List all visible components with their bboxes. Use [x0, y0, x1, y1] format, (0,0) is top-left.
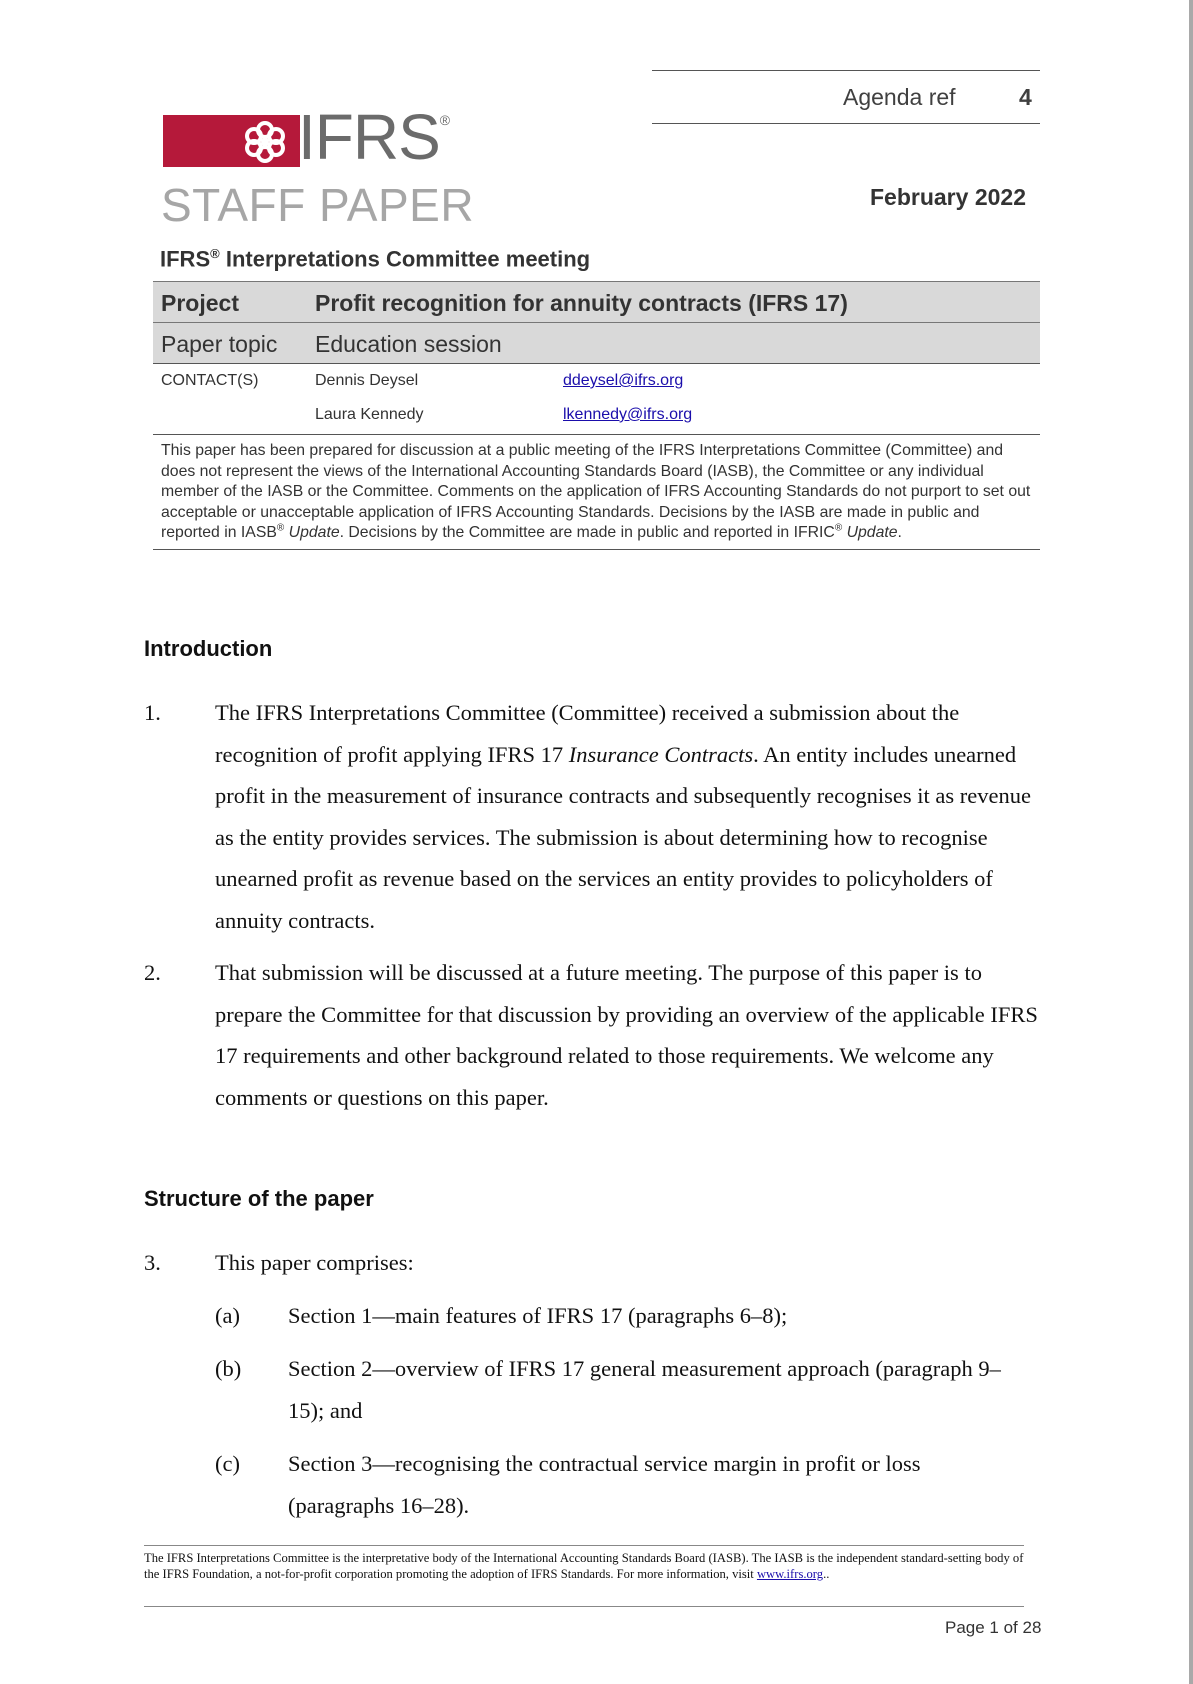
paper-date: February 2022	[870, 184, 1026, 210]
agenda-top-rule	[652, 70, 1040, 71]
paragraph-text: The IFRS Interpretations Committee (Committee) received a submission about the recognition of profit applying IFRS 17 Insurance Contracts. An entity includes unearned profit in the measurement of insurance contracts and subsequently recognises it as revenue as the entity provides services. The submission is about determining how to recognise unearned profit as revenue based on the services an entity provides to policyholders of annuity contracts.	[215, 700, 1031, 933]
list-item-c	[215, 1443, 1015, 1526]
paragraph-2	[144, 952, 1044, 1118]
project-value: Profit recognition for annuity contracts (IFRS 17)	[315, 290, 848, 316]
paragraph-number: 3.	[144, 1250, 161, 1275]
contact-email-link[interactable]: ddeysel@ifrs.org	[563, 372, 684, 389]
disclaimer-text: This paper has been prepared for discussion at a public meeting of the IFRS Interpretations Committee (Committee) and does not represent the views of the International Accounting Standards Board (IASB), the Committee or any individual member of the IASB or the Committee. Comments on the application of IFRS Accounting Standards do not purport to set out acceptable or unacceptable application of IFRS Accounting Standards. Decisions by the IASB are made in public and reported in IASB® Update. Decisions by the Committee are made in public and reported in IFRIC® Update.	[153, 435, 1040, 550]
contacts-label: CONTACT(S)	[161, 372, 259, 389]
paragraph-text: That submission will be discussed at a future meeting. The purpose of this paper is to prepare the Committee for that discussion by providing an overview of the applicable IFRS 17 requirements and other background related to those requirements. We welcome any comments or questions on this paper.	[215, 960, 1038, 1110]
paragraph-1	[144, 692, 1044, 941]
paper-details-table	[153, 281, 1040, 550]
list-item-label: (a)	[215, 1303, 240, 1328]
list-item-text: Section 3—recognising the contractual service margin in profit or loss (paragraphs 16–28).	[288, 1451, 921, 1518]
ifrs-website-link[interactable]: www.ifrs.org	[756, 1567, 824, 1581]
project-label: Project	[161, 290, 239, 316]
introduction-heading: Introduction	[144, 636, 273, 661]
list-item-label: (c)	[215, 1451, 240, 1476]
paragraph-3	[144, 1242, 1044, 1284]
agenda-bottom-rule	[652, 123, 1040, 124]
footer-top-rule	[144, 1545, 1024, 1546]
staff-paper-title: STAFF PAPER	[161, 179, 475, 231]
list-item-text: Section 1—main features of IFRS 17 (paragraphs 6–8);	[288, 1303, 788, 1328]
agenda-ref-number: 4	[1019, 84, 1032, 110]
paper-topic-label: Paper topic	[161, 331, 278, 357]
footer-note: The IFRS Interpretations Committee is the interpretative body of the International Accounting Standards Board (IASB). The IASB is the independent standard-setting body of the IFRS Foundation, a not-for-profit corporation promoting the adoption of IFRS Standards. For more information, visit www.ifrs.org..	[144, 1551, 1024, 1581]
logo-wordmark: IFRS®	[298, 101, 450, 173]
logo-flower-icon	[243, 120, 287, 164]
paragraph-number: 1.	[144, 700, 161, 725]
contact-name: Laura Kennedy	[315, 406, 424, 423]
list-item-a	[215, 1295, 1015, 1337]
page-number: Page 1 of 28	[945, 1618, 1042, 1637]
contacts-row	[153, 363, 1040, 435]
paper-topic-value: Education session	[315, 331, 502, 357]
project-row	[153, 281, 1040, 322]
page-edge-rule	[1189, 0, 1193, 1684]
agenda-ref-label: Agenda ref	[843, 84, 956, 110]
structure-heading: Structure of the paper	[144, 1186, 374, 1211]
paragraph-text: This paper comprises:	[215, 1250, 414, 1275]
list-item-b	[215, 1348, 1015, 1431]
list-item-text: Section 2—overview of IFRS 17 general measurement approach (paragraph 9–15); and	[288, 1356, 1001, 1423]
footer-bottom-rule	[144, 1606, 1024, 1607]
contact-email-link[interactable]: lkennedy@ifrs.org	[563, 406, 693, 423]
paper-topic-row	[153, 322, 1040, 363]
list-item-label: (b)	[215, 1356, 242, 1381]
meeting-title: IFRS® Interpretations Committee meeting	[160, 246, 591, 272]
paragraph-number: 2.	[144, 960, 161, 985]
contact-name: Dennis Deysel	[315, 372, 419, 389]
